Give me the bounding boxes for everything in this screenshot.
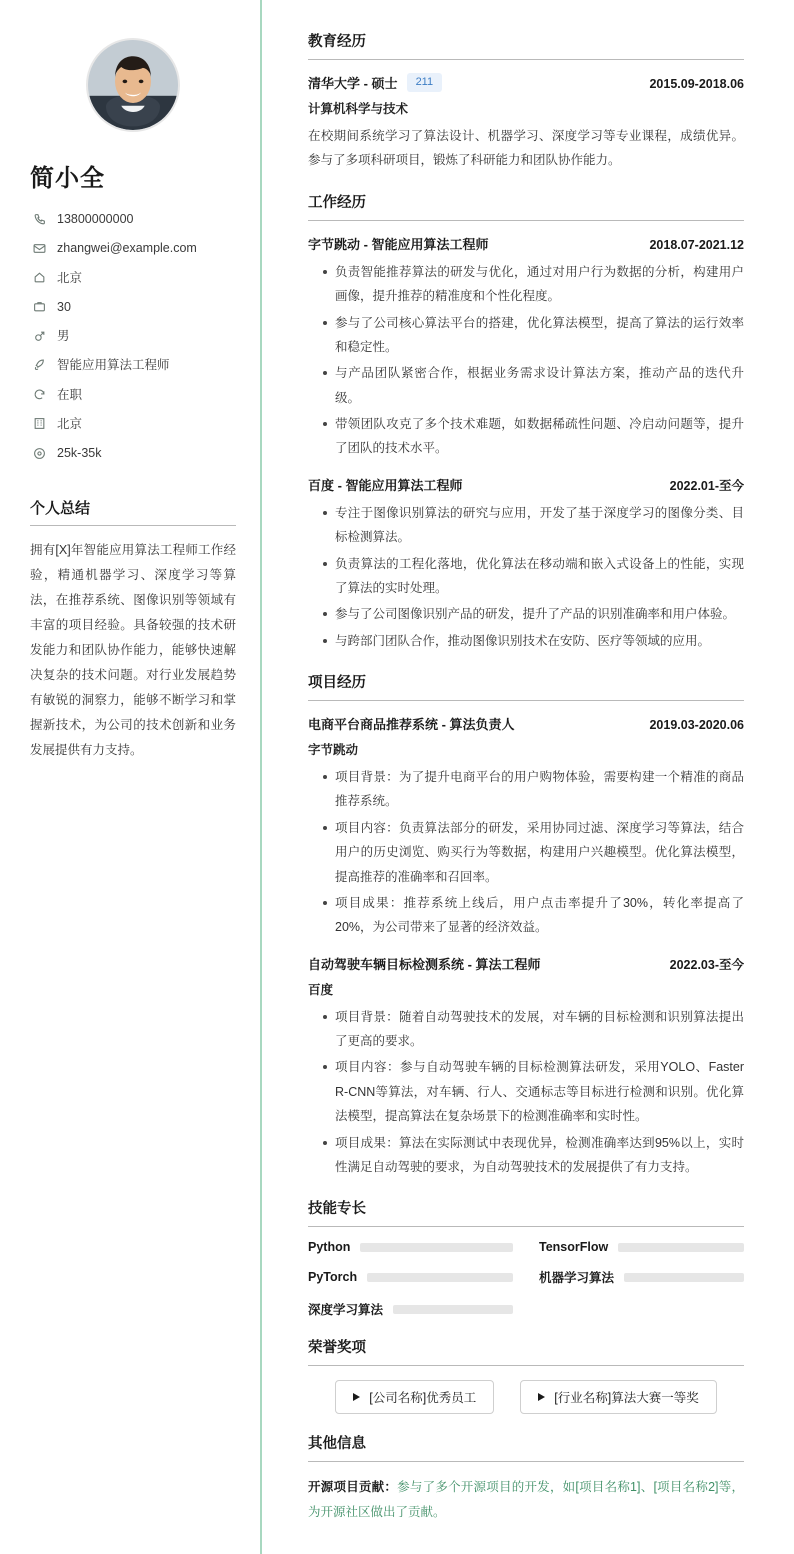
phone-icon — [30, 211, 48, 227]
section-skills — [308, 1197, 744, 1318]
skill-item — [308, 1240, 513, 1254]
work-entry — [308, 475, 744, 653]
salary-icon — [30, 445, 48, 461]
home-icon — [30, 270, 48, 286]
skill-item — [308, 1300, 513, 1318]
awards-list — [308, 1380, 744, 1414]
entry-title-text: 电商平台商品推荐系统 - 算法负责人 — [308, 717, 515, 732]
entry-title-text: 自动驾驶车辆目标检测系统 - 算法工程师 — [308, 956, 541, 972]
list-item: 与产品团队紧密合作，根据业务需求设计算法方案，推动产品的迭代升级。 — [325, 361, 744, 410]
contact-row-city — [30, 270, 236, 286]
avatar-wrap — [30, 38, 236, 132]
main-content — [262, 0, 794, 1554]
sidebar — [0, 0, 262, 1554]
entry-date: 2022.03-至今 — [669, 957, 744, 972]
avatar — [86, 38, 180, 132]
contact-value: 智能应用算法工程师 — [57, 358, 170, 373]
summary-text: 拥有[X]年智能应用算法工程师工作经验，精通机器学习、深度学习等算法，在推荐系统、图像识别等领域有丰富的项目经验。具备较强的技术研发能力和团队协作能力，能够快速解决复杂的技术问题。对行业发展趋势有敏锐的洞察力，能够不断学习和掌握新技术，为公司的技术创新和业务发展提供有力支持。 — [30, 543, 236, 758]
section-title: 技能专长 — [308, 1197, 744, 1227]
work-entry — [308, 234, 744, 461]
entry-subtitle: 百度 — [308, 982, 334, 997]
contact-value: 30 — [57, 299, 71, 314]
contact-row-email — [30, 240, 236, 256]
skill-name: TensorFlow — [539, 1240, 609, 1255]
award-label: [公司名称]优秀员工 — [369, 1391, 477, 1406]
section-title: 其他信息 — [308, 1432, 744, 1462]
entry-title-text: 清华大学 - 硕士 — [308, 76, 398, 91]
status-badge: 211 — [407, 73, 443, 91]
entry-date: 2018.07-2021.12 — [649, 237, 744, 252]
entry-description: 在校期间系统学习了算法设计、机器学习、深度学习等专业课程，成绩优异。参与了多项科研项目，锻炼了科研能力和团队协作能力。 — [308, 129, 744, 168]
play-triangle-icon — [353, 1393, 360, 1401]
list-item: 参与了公司核心算法平台的搭建，优化算法模型，提高了算法的运行效率和稳定性。 — [325, 311, 744, 360]
play-triangle-icon — [538, 1393, 545, 1401]
section-education — [308, 30, 744, 173]
entry-title-text: 百度 - 智能应用算法工程师 — [308, 477, 463, 493]
skill-name: 机器学习算法 — [539, 1271, 615, 1286]
skill-item — [539, 1268, 744, 1286]
section-title: 项目经历 — [308, 671, 744, 701]
entry-title — [308, 73, 442, 92]
contact-value: zhangwei@example.com — [57, 241, 197, 256]
award-chip — [335, 1380, 494, 1414]
entry-date: 2019.03-2020.06 — [649, 718, 744, 732]
entry-head — [308, 475, 744, 494]
gender-icon — [30, 328, 48, 344]
building-icon — [30, 416, 48, 432]
bullet-list — [308, 260, 744, 461]
entry-subtitle: 字节跳动 — [308, 743, 359, 757]
list-item: 项目内容：参与自动驾驶车辆的目标检测算法研发，采用YOLO、Faster R-CNN等算法，对车辆、行人、交通标志等目标进行检测和识别。优化算法模型，提高算法在复杂场景下的检测准确率和实时性。 — [325, 1055, 744, 1128]
list-item: 参与了公司图像识别产品的研发，提升了产品的识别准确率和用户体验。 — [325, 602, 744, 626]
contact-value: 北京 — [57, 416, 83, 431]
list-item: 专注于图像识别算法的研究与应用，开发了基于深度学习的图像分类、目标检测算法。 — [325, 501, 744, 550]
project-entry — [308, 954, 744, 1180]
entry-title — [308, 954, 541, 973]
skill-name: Python — [308, 1240, 351, 1255]
contact-info-list — [30, 211, 236, 461]
entry-title — [308, 714, 515, 733]
rocket-icon — [30, 357, 48, 373]
skill-bar — [360, 1243, 513, 1252]
contact-row-location — [30, 416, 236, 432]
bullet-list — [308, 501, 744, 653]
section-title: 荣誉奖项 — [308, 1336, 744, 1366]
contact-row-phone — [30, 211, 236, 227]
list-item: 与跨部门团队合作，推动图像识别技术在安防、医疗等领域的应用。 — [325, 629, 744, 653]
project-entry — [308, 714, 744, 940]
skill-bar — [393, 1305, 513, 1314]
list-item: 带领团队攻克了多个技术难题，如数据稀疏性问题、冷启动问题等，提升了团队的技术水平。 — [325, 412, 744, 461]
person-photo-icon — [88, 40, 178, 130]
contact-value: 25k-35k — [57, 446, 102, 460]
contact-value: 北京 — [57, 270, 83, 285]
contact-value: 男 — [57, 329, 70, 343]
entry-head — [308, 73, 744, 92]
contact-value: 在职 — [57, 387, 83, 402]
section-other — [308, 1432, 744, 1524]
award-chip — [520, 1380, 716, 1414]
summary-title: 个人总结 — [30, 497, 236, 526]
skills-grid — [308, 1240, 744, 1318]
contact-row-position — [30, 357, 236, 373]
list-item: 项目背景：随着自动驾驶技术的发展，对车辆的目标检测和识别算法提出了更高的要求。 — [325, 1005, 744, 1054]
list-item: 项目内容：负责算法部分的研发，采用协同过滤、深度学习等算法，结合用户的历史浏览、购买行为等数据，构建用户兴趣模型。优化算法模型，提高推荐的准确率和召回率。 — [325, 816, 744, 889]
person-name: 简小全 — [30, 165, 105, 192]
section-title: 工作经历 — [308, 191, 744, 221]
refresh-icon — [30, 387, 48, 403]
entry-date: 2015.09-2018.06 — [649, 77, 744, 91]
list-item: 项目背景：为了提升电商平台的用户购物体验，需要构建一个精准的商品推荐系统。 — [325, 765, 744, 814]
contact-row-status — [30, 387, 236, 403]
skill-bar — [618, 1243, 744, 1252]
entry-subtitle: 计算机科学与技术 — [308, 102, 409, 116]
award-label: [行业名称]算法大赛一等奖 — [554, 1391, 699, 1406]
section-projects — [308, 671, 744, 1179]
contact-row-age — [30, 299, 236, 315]
entry-title — [308, 234, 489, 253]
other-value: 参与了多个开源项目的开发，如[项目名称1]、[项目名称2]等，为开源社区做出了贡献。 — [308, 1480, 744, 1519]
education-entry — [308, 73, 744, 173]
contact-row-gender — [30, 328, 236, 344]
list-item: 项目成果：算法在实际测试中表现优异，检测准确率达到95%以上，实时性满足自动驾驶的要求，为自动驾驶技术的发展提供了有力支持。 — [325, 1131, 744, 1180]
skill-name: 深度学习算法 — [308, 1303, 384, 1318]
bullet-list — [308, 765, 744, 940]
entry-head — [308, 954, 744, 973]
section-title: 教育经历 — [308, 30, 744, 60]
entry-title — [308, 475, 463, 494]
skill-item — [539, 1240, 744, 1254]
mail-icon — [30, 240, 48, 256]
contact-value: 13800000000 — [57, 212, 134, 226]
entry-head — [308, 234, 744, 253]
skill-bar — [624, 1273, 744, 1282]
list-item: 负责算法的工程化落地，优化算法在移动端和嵌入式设备上的性能，实现了算法的实时处理。 — [325, 552, 744, 601]
briefcase-icon — [30, 299, 48, 315]
entry-title-text: 字节跳动 - 智能应用算法工程师 — [308, 236, 489, 252]
list-item: 负责智能推荐算法的研发与优化，通过对用户行为数据的分析，构建用户画像，提升推荐的精准度和个性化程度。 — [325, 260, 744, 309]
bullet-list — [308, 1005, 744, 1180]
list-item: 项目成果：推荐系统上线后，用户点击率提升了30%，转化率提高了20%，为公司带来了显著的经济效益。 — [325, 891, 744, 940]
other-label: 开源项目贡献： — [308, 1480, 398, 1495]
entry-head — [308, 714, 744, 733]
skill-name: PyTorch — [308, 1270, 358, 1285]
other-row — [308, 1475, 744, 1524]
entry-date: 2022.01-至今 — [669, 478, 744, 493]
section-work — [308, 191, 744, 653]
skill-item — [308, 1268, 513, 1286]
skill-bar — [367, 1273, 513, 1282]
section-awards — [308, 1336, 744, 1414]
contact-row-salary — [30, 445, 236, 461]
